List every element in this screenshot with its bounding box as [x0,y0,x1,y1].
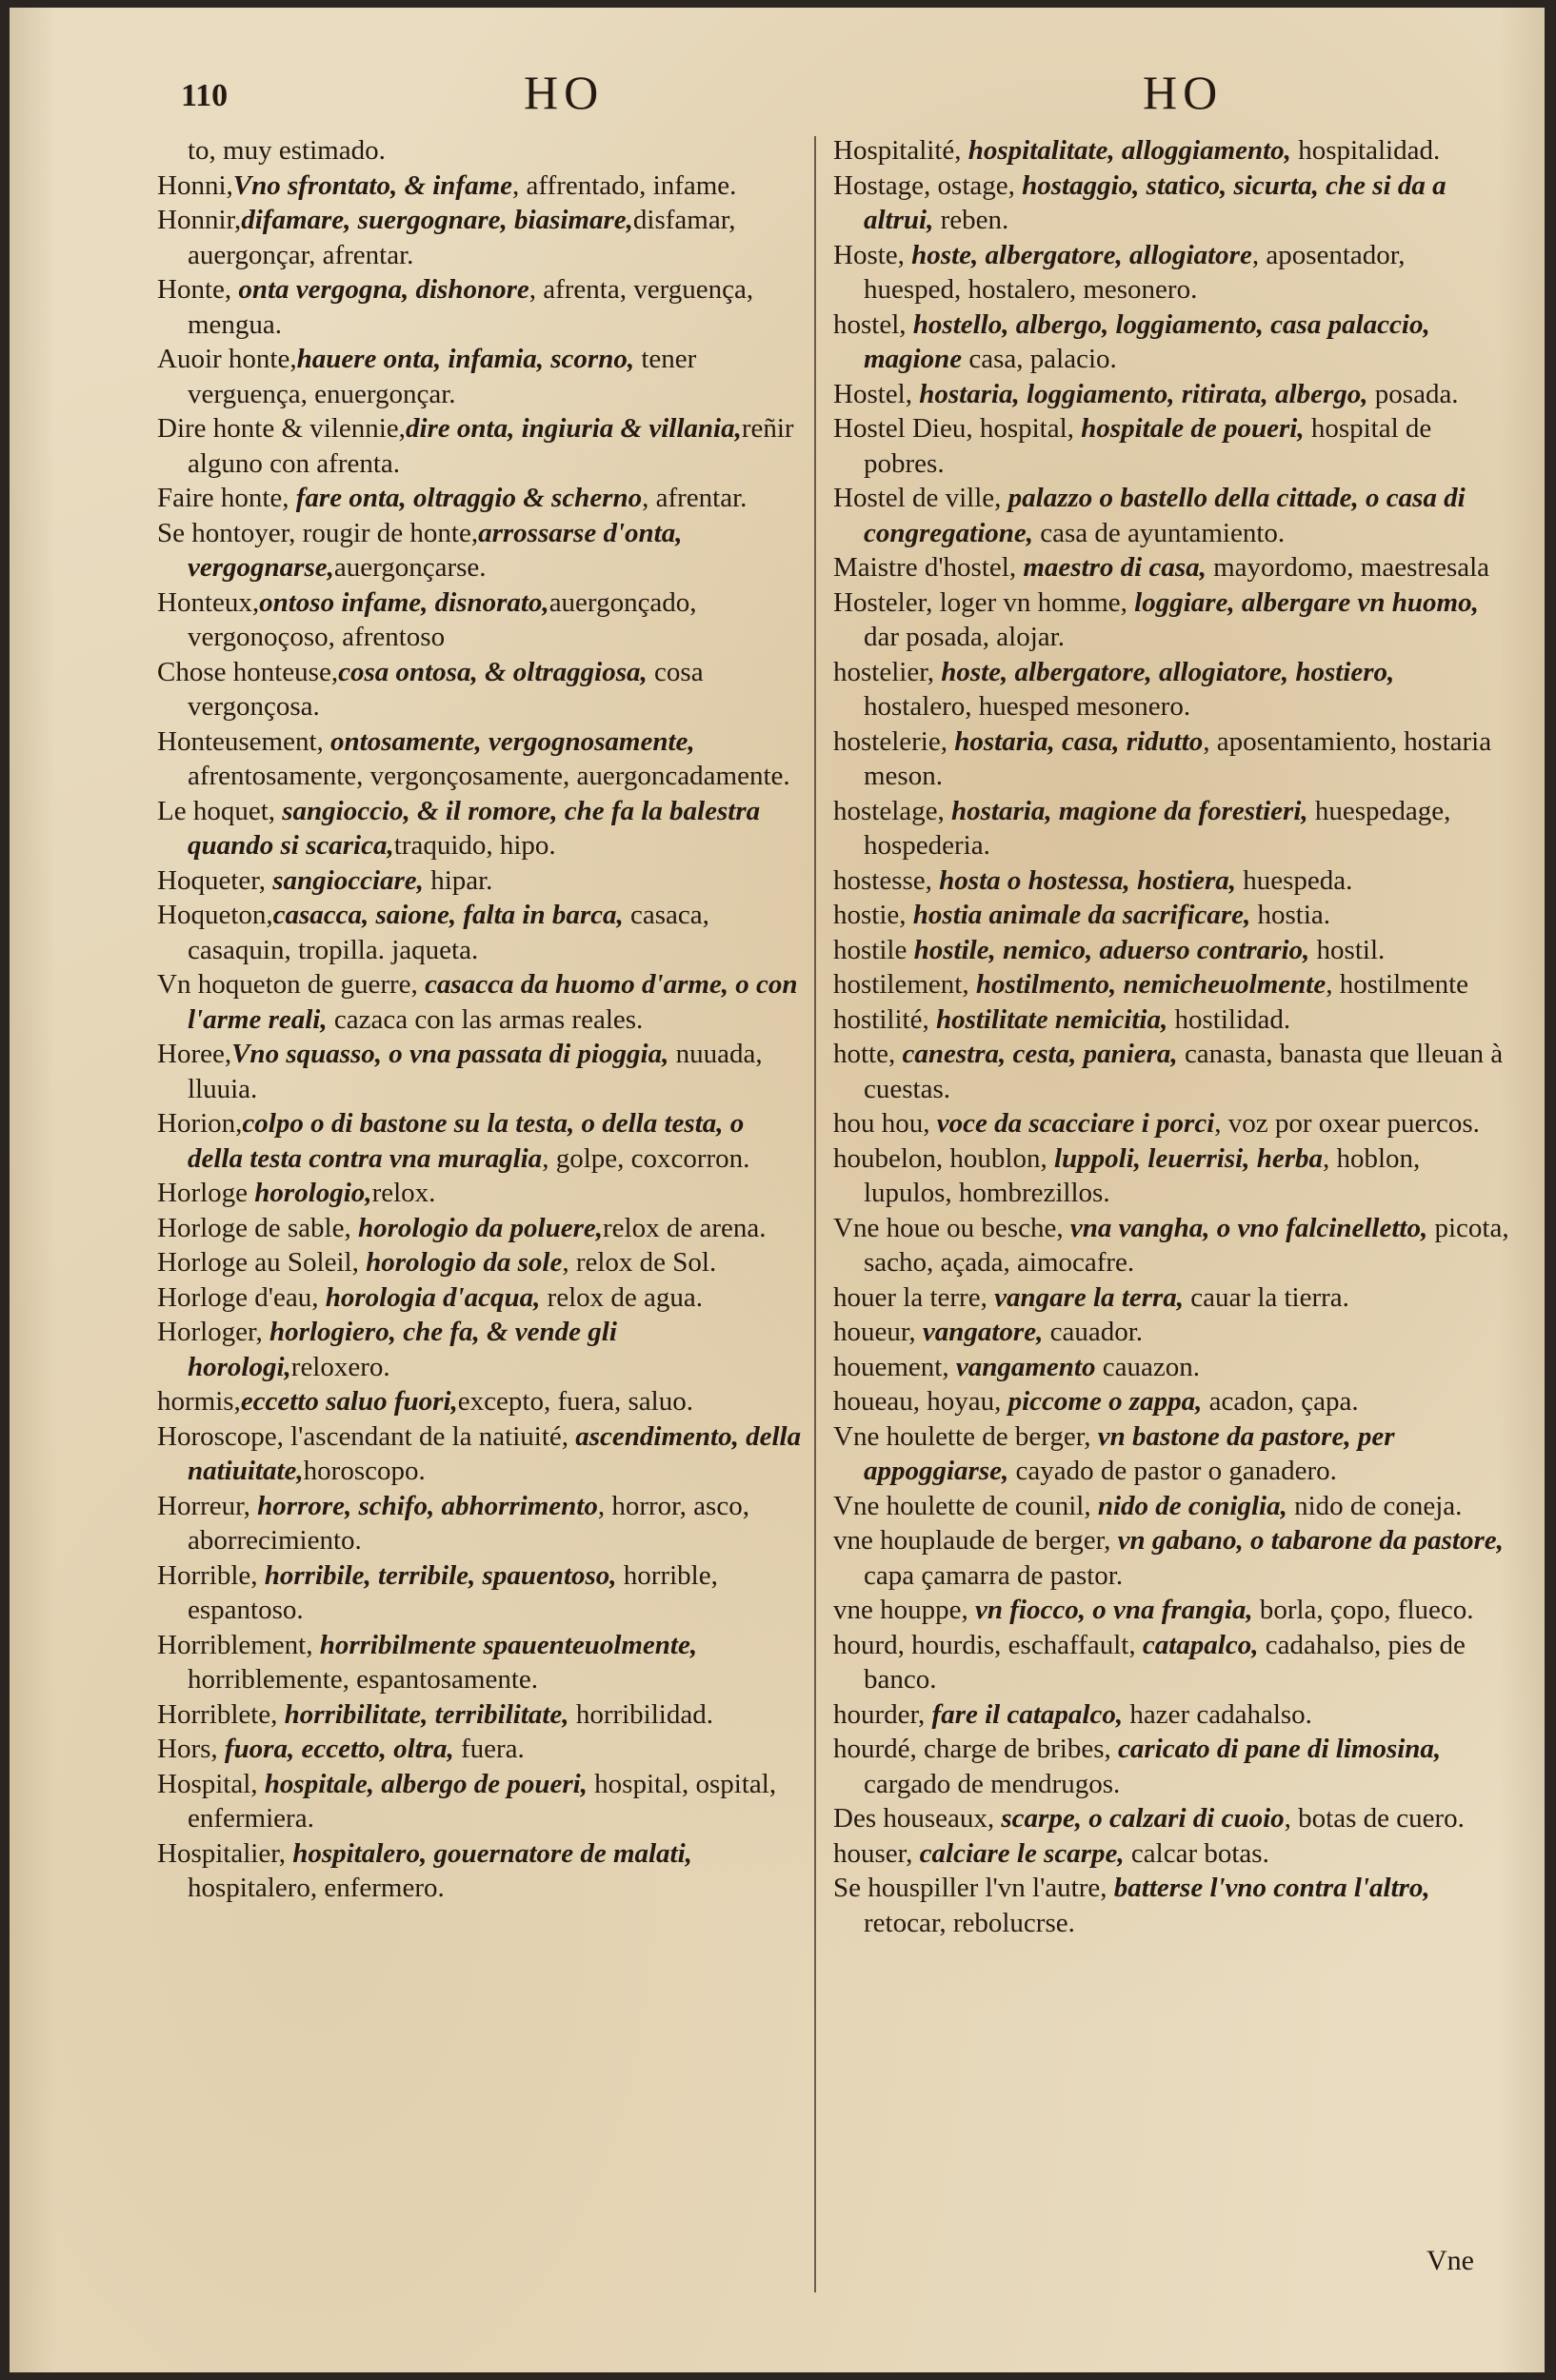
headword: hostelerie, [833,725,955,757]
spanish-gloss: fuera. [453,1734,525,1764]
spanish-gloss: reben. [933,205,1009,235]
dictionary-entry [833,1315,1509,1350]
dictionary-entry [833,1419,1509,1489]
italian-gloss: horribilmente spauenteuolmente, [319,1629,698,1660]
italian-gloss: hostilitate nemicitia, [935,1003,1168,1035]
dictionary-entry [833,1350,1509,1385]
italian-gloss: hospitale, albergo de poueri, [264,1768,588,1799]
headword: hotte, [833,1039,903,1069]
dictionary-entry [833,169,1509,238]
italian-gloss: ontosamente, vergognosamente, [330,725,695,757]
headword: Hoqueter, [157,864,273,896]
italian-gloss: ascendimento, della natiuitate, [188,1420,802,1486]
spanish-gloss: reñir alguno con afrenta. [188,413,794,479]
spanish-gloss: huespeda. [1236,864,1353,896]
headword: Honni, [157,169,233,201]
spanish-gloss: relox de arena. [603,1212,767,1243]
spanish-gloss: , affrentado, infame. [512,169,737,201]
headword: Faire honte, [157,483,296,513]
dictionary-entry [833,1384,1509,1419]
italian-gloss: fare onta, oltraggio & scherno [295,483,643,513]
spanish-gloss: capa çamarra de pastor. [864,1559,1124,1591]
dictionary-entry [833,585,1509,655]
spanish-gloss: tener verguença, enuergonçar. [188,344,697,409]
dictionary-entry [833,1801,1509,1836]
spanish-gloss: excepto, fuera, saluo. [457,1386,693,1417]
spanish-gloss: , relox de Sol. [562,1247,717,1278]
headword: Hospital, [157,1768,265,1799]
headword: Des houseaux, [833,1803,1002,1834]
italian-gloss: sangiocciare, [272,864,424,896]
headword: hostilement, [833,969,976,1000]
italian-gloss: horologio, [254,1178,372,1208]
dictionary-entry [157,169,805,204]
spanish-gloss: , aposentamiento, hostaria meson. [864,725,1492,791]
headword: hou hou, [833,1108,937,1139]
italian-gloss: horribile, terribile, spauentoso, [264,1559,617,1591]
dictionary-entry [833,967,1509,1002]
headword: Horloge au Soleil, [157,1247,367,1278]
dictionary-entry [157,1384,805,1419]
italian-gloss: palazzo o bastello della cittade, o casa di congregatione, [864,483,1466,548]
headword: Honteux, [157,586,260,618]
italian-gloss: luppoli, leuerrisi, herba [1054,1142,1323,1174]
spanish-gloss: acadon, çapa. [1202,1386,1359,1417]
italian-gloss: fare il catapalco, [931,1698,1124,1730]
dictionary-entry [157,724,805,794]
headword: Horloge d'eau, [157,1281,326,1313]
italian-gloss: loggiare, albergare vn huomo, [1134,586,1479,618]
italian-gloss: vangare la terra, [994,1281,1185,1313]
italian-gloss: colpo o di bastone su la testa, o della testa, o della testa contra vna muraglia [188,1108,745,1174]
dictionary-entry [833,1593,1509,1628]
dictionary-entry [833,481,1509,550]
italian-gloss: ontoso infame, disnorato, [259,586,549,618]
headword: Horloge [157,1178,255,1208]
headword: houeur, [833,1317,923,1347]
spanish-gloss: hospitalidad. [1290,135,1441,166]
italian-gloss: voce da scacciare i porci [936,1108,1215,1139]
italian-gloss: hostaria, magione da forestieri, [951,795,1308,826]
headword: Hoqueton, [157,900,273,930]
italian-gloss: horribilitate, terribilitate, [284,1698,569,1730]
headword: hostelier, [833,656,942,687]
dictionary-entry [157,794,805,863]
italian-gloss: hostaria, loggiamento, ritirata, albergo, [919,378,1368,409]
spanish-gloss: , afrenta, verguença, mengua. [188,274,754,340]
italian-gloss: hospitalero, gouernatore de malati, [292,1837,692,1869]
spanish-gloss: borla, çopo, flueco. [1252,1595,1474,1625]
spanish-gloss: horrible, espantoso. [188,1559,718,1625]
dictionary-entry [157,967,805,1037]
headword: Chose honteuse, [157,656,339,687]
spanish-gloss: to, muy estimado. [188,135,386,166]
spanish-gloss: cauar la tierra. [1184,1281,1349,1313]
italian-gloss: hoste, albergatore, allogiatore, hostiero, [941,656,1395,687]
dictionary-entry [157,481,805,516]
dictionary-entry [833,411,1509,481]
dictionary-entry [157,655,805,724]
dictionary-entry [833,1106,1509,1141]
headword: hourdé, charge de bribes, [833,1734,1119,1764]
spanish-gloss: hostia. [1250,900,1331,930]
dictionary-entry [833,133,1509,169]
headword: Horriblement, [157,1629,320,1660]
dictionary-entry [833,1280,1509,1316]
italian-gloss: horlogiero, che fa, & vende gli horologi, [188,1317,617,1382]
headword: hostile [833,934,914,965]
italian-gloss: cosa ontosa, & oltraggiosa, [338,656,648,687]
catchword: Vne [1426,2245,1474,2276]
dictionary-entry [157,898,805,967]
dictionary-entry [157,1245,805,1280]
headword: Maistre d'hostel, [833,552,1024,583]
headword: houbelon, houblon, [833,1142,1054,1174]
headword: houer la terre, [833,1281,995,1313]
headword: Horrible, [157,1559,265,1591]
italian-gloss: arrossarse d'onta, vergognarse, [188,517,683,583]
spanish-gloss: relox de agua. [540,1281,704,1313]
dictionary-entry [157,1767,805,1836]
spanish-gloss: cauador. [1043,1317,1144,1347]
italian-gloss: onta vergogna, dishonore [238,274,529,305]
dictionary-entry [833,933,1509,968]
dictionary-entry [833,863,1509,899]
dictionary-entry [157,863,805,899]
headword: Hosteler, loger vn homme, [833,586,1135,618]
headword: Hors, [157,1734,225,1764]
italian-gloss: hosta o hostessa, hostiera, [939,864,1236,896]
spanish-gloss: hipar. [423,864,493,896]
italian-gloss: eccetto saluo fuori, [240,1386,458,1417]
headword: Honnir, [157,205,242,235]
headword: Hostage, ostage, [833,169,1023,201]
italian-gloss: hospitale de poueri, [1081,413,1305,444]
headword: Horriblete, [157,1698,285,1730]
spanish-gloss: traquido, hipo. [393,830,556,861]
dictionary-entry [833,377,1509,412]
headword: Horion, [157,1108,243,1139]
spanish-gloss: posada. [1367,378,1459,409]
spanish-gloss: nido de coneja. [1287,1490,1463,1521]
headword: hourd, hourdis, eschaffault, [833,1629,1143,1660]
spanish-gloss: hostilidad. [1167,1003,1291,1035]
dictionary-entry [157,1106,805,1176]
dictionary-entry [157,1558,805,1628]
spanish-gloss: casaca, casaquin, tropilla. jaqueta. [188,900,709,965]
spanish-gloss: dar posada, alojar. [864,622,1065,652]
spanish-gloss: horribilidad. [569,1698,713,1730]
headword: hostelage, [833,795,952,826]
page-header [10,65,1545,131]
dictionary-entry [157,1211,805,1246]
italian-gloss: vn gabano, o tabarone da pastore, [1117,1525,1504,1556]
spanish-gloss: hazer cadahalso. [1123,1698,1312,1730]
headword: Hostel de ville, [833,483,1008,513]
dictionary-entry [157,1836,805,1906]
italian-gloss: canestra, cesta, paniera, [902,1039,1178,1069]
spanish-gloss: , botas de cuero. [1284,1803,1465,1834]
italian-gloss: hoste, albergatore, allogiatore [911,239,1252,270]
spanish-gloss: canasta, banasta que lleuan à cuestas. [864,1039,1504,1104]
italian-gloss: hospitalitate, alloggiamento, [968,135,1291,166]
dictionary-entry [833,1002,1509,1038]
dictionary-entry [157,585,805,655]
headword: Hostel Dieu, hospital, [833,413,1082,444]
italian-gloss: caricato di pane di limosina, [1118,1734,1442,1764]
dictionary-entry [157,1280,805,1316]
italian-gloss: catapalco, [1142,1629,1259,1660]
spanish-gloss: casa de ayuntamiento. [1033,517,1286,548]
headword: Horreur, [157,1490,258,1521]
headword: Honte, [157,274,239,305]
dictionary-entry [833,898,1509,933]
spanish-gloss: auergonçarse. [333,552,487,583]
spanish-gloss: cargado de mendrugos. [864,1768,1121,1799]
spanish-gloss: cazaca con las armas reales. [327,1003,644,1035]
right-running-head: HO [1143,66,1224,119]
dictionary-entry [833,1628,1509,1697]
dictionary-entry [157,516,805,585]
headword: Dire honte & vilennie, [157,413,406,444]
spanish-gloss: , hoblon, lupulos, hombrezillos. [864,1142,1421,1208]
headword: Hospitalité, [833,135,968,166]
italian-gloss: casacca da huomo d'arme, o con l'arme reali, [188,969,798,1035]
italian-gloss: hostello, albergo, loggiamento, casa palaccio, magione [864,308,1430,374]
headword: Vne houlette de counil, [833,1490,1098,1521]
spanish-gloss: hospitalero, enfermero. [188,1873,445,1903]
left-column [157,133,805,1906]
italian-gloss: sangioccio, & il romore, che fa la balestra quando si scarica, [188,795,761,861]
spanish-gloss: auergonçado, vergonoçoso, afrentoso [188,586,697,652]
headword: hormis, [157,1386,241,1417]
dictionary-page [10,8,1545,2372]
dictionary-entry [157,1628,805,1697]
dictionary-entry [833,1037,1509,1106]
headword: Horee, [157,1039,232,1069]
dictionary-entry [157,203,805,272]
headword: Auoir honte, [157,344,297,374]
italian-gloss: horrore, schifo, abhorrimento [257,1490,598,1521]
italian-gloss: hostaria, casa, ridutto [954,725,1204,757]
spanish-gloss: , aposentador, huesped, hostalero, mesonero. [864,239,1406,305]
dictionary-entry [157,272,805,342]
spanish-gloss: disfamar, auergonçar, afrentar. [188,205,736,270]
dictionary-entry [833,1697,1509,1733]
headword: Vn hoqueton de guerre, [157,969,426,1000]
headword: hostilité, [833,1003,936,1035]
right-column [833,133,1509,1940]
dictionary-entry [157,1419,805,1489]
dictionary-entry [833,238,1509,307]
spanish-gloss: horriblemente, espantosamente. [188,1664,539,1695]
headword: Vne houlette de berger, [833,1420,1098,1452]
headword: Hostel, [833,378,920,409]
headword: Se houspiller l'vn l'autre, [833,1873,1114,1903]
spanish-gloss: calcar botas. [1124,1837,1269,1869]
spanish-gloss: nuuada, lluuia. [188,1039,763,1104]
italian-gloss: hostilmento, nemicheuolmente [975,969,1327,1000]
italian-gloss: difamare, suergognare, biasimare, [241,205,633,235]
spanish-gloss: , horror, asco, aborrecimiento. [188,1490,749,1556]
headword: vne houplaude de berger, [833,1525,1118,1556]
spanish-gloss: hospital, ospital, enfermiera. [188,1768,777,1834]
headword: Horloge de sable, [157,1212,358,1243]
headword: hourder, [833,1698,932,1730]
spanish-gloss: , golpe, coxcorron. [542,1142,750,1174]
headword: Hoste, [833,239,912,270]
headword: hostesse, [833,864,940,896]
italian-gloss: scarpe, o calzari di cuoio [1001,1803,1285,1834]
spanish-gloss: casa, palacio. [962,344,1117,374]
italian-gloss: horologio da poluere, [358,1212,603,1243]
dictionary-entry [157,1315,805,1384]
spanish-gloss: afrentosamente, vergonçosamente, auergoncadamente. [188,761,790,791]
spanish-gloss: cayado de pastor o ganadero. [1008,1456,1337,1486]
spanish-gloss: horoscopo. [303,1456,426,1486]
spanish-gloss: reloxero. [290,1351,390,1382]
spanish-gloss: picota, sacho, açada, aimocafre. [864,1212,1509,1278]
dictionary-entry [833,550,1509,585]
dictionary-entry [833,1211,1509,1280]
spanish-gloss: , afrentar. [642,483,748,513]
spanish-gloss: , hostilmente [1326,969,1469,1000]
dictionary-entry [833,655,1509,724]
italian-gloss: piccome o zappa, [1007,1386,1203,1417]
dictionary-entry [157,133,805,169]
italian-gloss: hostile, nemico, aduerso contrario, [913,934,1310,965]
column-divider [814,136,816,2292]
italian-gloss: nido de coniglia, [1097,1490,1287,1521]
headword: houement, [833,1351,956,1382]
dictionary-entry [157,1697,805,1733]
dictionary-entry [833,1489,1509,1524]
italian-gloss: hostia animale da sacrificare, [912,900,1251,930]
italian-gloss: calciare le scarpe, [919,1837,1125,1869]
headword: Hospitalier, [157,1837,293,1869]
spanish-gloss: cadahalso, pies de banco. [864,1629,1466,1695]
spanish-gloss: retocar, rebolucrse. [864,1907,1075,1938]
dictionary-entry [833,1871,1509,1940]
dictionary-entry [833,1523,1509,1593]
italian-gloss: batterse l'vno contra l'altro, [1113,1873,1430,1903]
italian-gloss: vn bastone da pastore, per appoggiarse, [864,1420,1395,1486]
italian-gloss: vangatore, [922,1317,1044,1347]
spanish-gloss: cauazon. [1095,1351,1200,1382]
headword: Horoscope, l'ascendant de la natiuité, [157,1420,576,1452]
headword: Se hontoyer, rougir de honte, [157,517,479,548]
italian-gloss: Vno sfrontato, & infame [232,169,513,201]
page-number: 110 [181,78,229,113]
dictionary-entry [833,1836,1509,1872]
dictionary-entry [157,411,805,481]
spanish-gloss: hostalero, huesped mesonero. [864,691,1191,722]
headword: Vne houe ou besche, [833,1212,1070,1243]
headword: Honteusement, [157,725,331,757]
spanish-gloss: mayordomo, maestresala [1206,552,1490,583]
dictionary-entry [157,1489,805,1558]
spanish-gloss: huespedage, hospederia. [864,795,1451,861]
headword: hostie, [833,900,913,930]
left-running-head: HO [524,66,605,119]
dictionary-entry [157,1037,805,1106]
italian-gloss: vangamento [955,1351,1096,1382]
spanish-gloss: hospital de pobres. [864,413,1432,479]
italian-gloss: vn fiocco, o vna frangia, [975,1595,1253,1625]
dictionary-entry [833,794,1509,863]
dictionary-entry [833,307,1509,377]
headword: Le hoquet, [157,795,283,826]
italian-gloss: hauere onta, infamia, scorno, [296,344,635,374]
italian-gloss: casacca, saione, falta in barca, [272,900,624,930]
italian-gloss: horologia d'acqua, [325,1281,541,1313]
dictionary-entry [157,1176,805,1211]
italian-gloss: hostaggio, statico, sicurta, che si da a altrui, [864,169,1446,235]
spanish-gloss: hostil. [1309,934,1386,965]
dictionary-entry [833,1141,1509,1211]
italian-gloss: fuora, eccetto, oltra, [224,1734,454,1764]
spanish-gloss: cosa vergonçosa. [188,656,704,722]
italian-gloss: maestro di casa, [1023,552,1207,583]
italian-gloss: horologio da sole [366,1247,563,1278]
italian-gloss: Vno squasso, o vna passata di pioggia, [231,1039,669,1069]
italian-gloss: dire onta, ingiuria & villania, [405,413,742,444]
dictionary-entry [157,342,805,411]
italian-gloss: vna vangha, o vno falcinelletto, [1069,1212,1428,1243]
headword: houeau, hoyau, [833,1386,1008,1417]
dictionary-entry [157,1732,805,1767]
headword: Horloger, [157,1317,270,1347]
headword: vne houppe, [833,1595,975,1625]
headword: hostel, [833,308,913,340]
spanish-gloss: relox. [371,1178,436,1208]
dictionary-entry [833,724,1509,794]
headword: houser, [833,1837,920,1869]
spanish-gloss: , voz por oxear puercos. [1214,1108,1480,1139]
dictionary-entry [833,1732,1509,1801]
